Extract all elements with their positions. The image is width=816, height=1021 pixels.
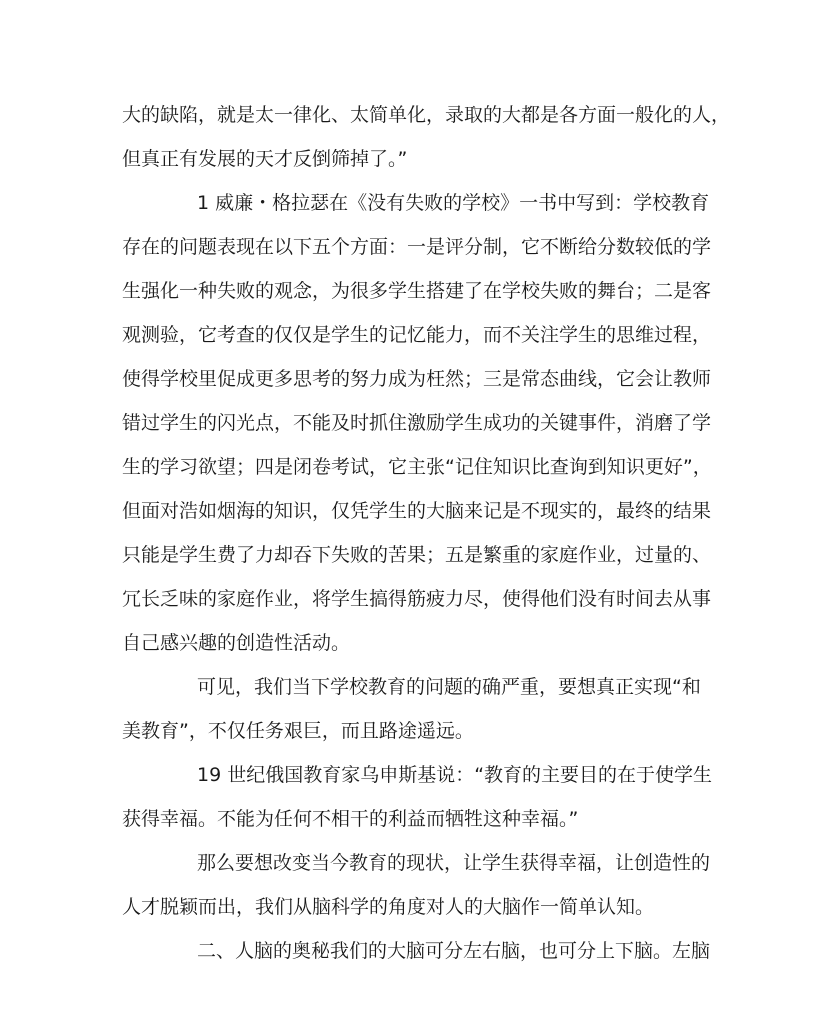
text-line: 生强化一种失败的观念，为很多学生搭建了在学校失败的舞台；二是客 <box>122 280 712 302</box>
text-line: 观测验，它考查的仅仅是学生的记忆能力，而不关注学生的思维过程， <box>122 324 712 346</box>
text-line: 美教育”，不仅任务艰巨，而且路途遥远。 <box>122 720 474 742</box>
text-line: 使得学校里促成更多思考的努力成为枉然；三是常态曲线，它会让教师 <box>122 368 712 390</box>
paragraph-start-line: 二、人脑的奥秘我们的大脑可分左右脑，也可分上下脑。左脑 <box>197 940 711 962</box>
text-line: 只能是学生费了力却吞下失败的苦果；五是繁重的家庭作业，过量的、 <box>122 544 712 566</box>
text-line: 自己感兴趣的创造性活动。 <box>122 632 351 654</box>
text-line: 获得幸福。不能为任何不相干的利益而牺牲这种幸福。” <box>122 808 579 830</box>
paragraph-start-line: 可见，我们当下学校教育的问题的确严重，要想真正实现“和 <box>197 676 701 698</box>
text-line: 但真正有发展的天才反倒筛掉了。” <box>122 148 408 170</box>
text-line: 但面对浩如烟海的知识，仅凭学生的大脑来记是不现实的，最终的结果 <box>122 500 712 522</box>
paragraph-start-line: 那么要想改变当今教育的现状，让学生获得幸福，让创造性的 <box>197 852 711 874</box>
paragraph-start-line: 1 威廉・格拉瑟在《没有失败的学校》一书中写到：学校教育 <box>197 192 710 214</box>
text-line: 存在的问题表现在以下五个方面：一是评分制，它不断给分数较低的学 <box>122 236 712 258</box>
paragraph-start-line: 19 世纪俄国教育家乌申斯基说：“教育的主要目的在于使学生 <box>197 764 713 786</box>
text-line: 大的缺陷，就是太一律化、太简单化，录取的大都是各方面一般化的人， <box>122 104 731 126</box>
text-line: 冗长乏味的家庭作业，将学生搞得筋疲力尽，使得他们没有时间去从事 <box>122 588 712 610</box>
text-line: 生的学习欲望；四是闭卷考试，它主张“记住知识比查询到知识更好”， <box>122 456 712 478</box>
text-line: 错过学生的闪光点，不能及时抓住激励学生成功的关键事件，消磨了学 <box>122 412 712 434</box>
text-line: 人才脱颖而出，我们从脑科学的角度对人的大脑作一简单认知。 <box>122 896 655 918</box>
